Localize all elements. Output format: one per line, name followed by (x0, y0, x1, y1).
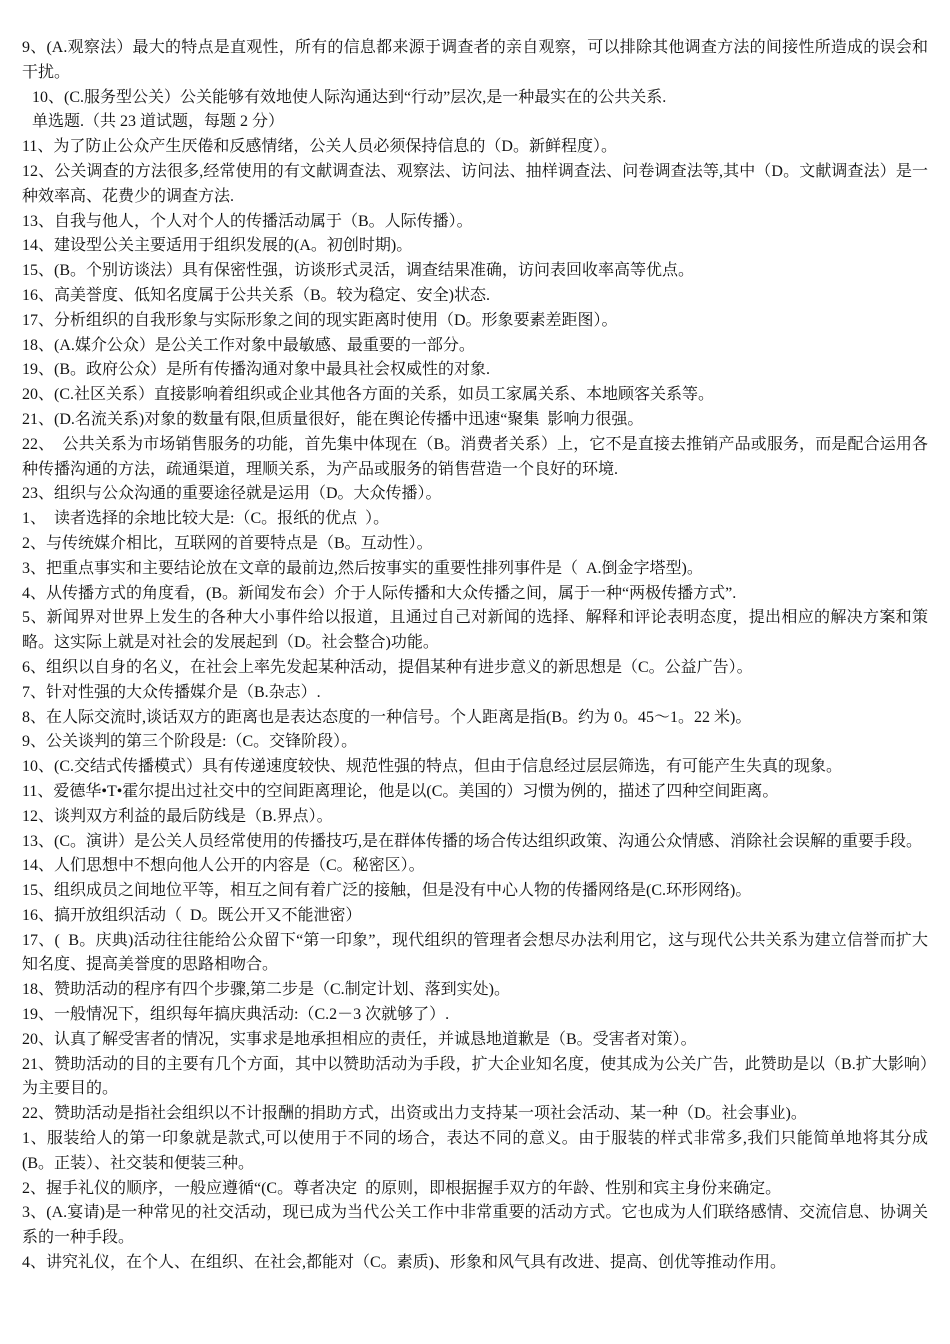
question-item: 4、讲究礼仪，在个人、在组织、在社会,都能对（C。素质)、形象和风气具有改进、提高、创优等推动作用。 (22, 1254, 787, 1272)
question-item: 3、把重点事实和主要结论放在文章的最前边,然后按事实的重要性排列事件是（ A.倒金字塔型)。 (22, 559, 703, 577)
question-item: 1、服装给人的第一印象就是款式,可以使用于不同的场合，表达不同的意义。由于服装的样式非常多,我们只能简单地将其分成(B。正装）、社交装和便装三种。 (22, 1130, 928, 1172)
question-item: 10、(C.交结式传播模式）具有传递速度较快、规范性强的特点，但由于信息经过层层筛选，有可能产生失真的现象。 (22, 758, 843, 776)
question-item: 19、一般情况下，组织每年搞庆典活动:（C.2－3 次就够了）. (22, 1006, 450, 1024)
question-item: 18、(A.媒介公众）是公关工作对象中最敏感、最重要的一部分。 (22, 336, 475, 354)
question-item: 12、谈判双方利益的最后防线是（B.界点）。 (22, 807, 333, 825)
question-item: 12、公关调查的方法很多,经常使用的有文献调查法、观察法、访问法、抽样调查法、问卷调查法等,其中（D。文献调查法）是一种效率高、花费少的调查方法. (22, 162, 928, 205)
question-item: 2、与传统媒介相比，互联网的首要特点是（B。互动性）。 (22, 534, 433, 552)
question-item: 22、赞助活动是指社会组织以不计报酬的捐助方式，出资或出力支持某一项社会活动、某一种（D。社会事业)。 (22, 1105, 807, 1123)
question-item: 15、组织成员之间地位平等，相互之间有着广泛的接触，但是没有中心人物的传播网络是(C.环形网络)。 (22, 882, 752, 900)
question-item: 10、(C.服务型公关）公关能够有效地使人际沟通达到“行动”层次,是一种最实在的公共关系. (32, 88, 667, 106)
question-item: 16、高美誉度、低知名度属于公共关系（B。较为稳定、安全)状态. (22, 286, 491, 304)
question-item: 13、自我与他人，个人对个人的传播活动属于（B。人际传播）。 (22, 212, 473, 230)
question-item: 14、建设型公关主要适用于组织发展的(A。初创时期)。 (22, 237, 413, 255)
question-item: 16、搞开放组织活动（ D。既公开又不能泄密） (22, 906, 362, 924)
question-item: 21、(D.名流关系)对象的数量有限,但质量很好，能在舆论传播中迅速“聚集 影响力很强。 (22, 410, 644, 428)
question-item: 15、(B。个别访谈法）具有保密性强，访谈形式灵活，调查结果准确，访问表回收率高等优点。 (22, 262, 695, 280)
question-item: 9、公关谈判的第三个阶段是:（C。交锋阶段）。 (22, 733, 358, 751)
question-item: 13、(C。演讲）是公关人员经常使用的传播技巧,是在群体传播的场合传达组织政策、沟通公众情感、消除社会误解的重要手段。 (22, 832, 923, 850)
question-item: 17、( B。庆典)活动往往能给公众留下“第一印象”，现代组织的管理者会想尽办法利用它，这与现代公共关系为建立信誉而扩大知名度、提高美誉度的思路相吻合。 (22, 931, 928, 974)
question-item: 18、赞助活动的程序有四个步骤,第二步是（C.制定计划、落到实处)。 (22, 981, 511, 999)
question-item: 1、 读者选择的余地比较大是:（C。报纸的优点 ）。 (22, 510, 390, 528)
question-item: 19、(B。政府公众）是所有传播沟通对象中最具社会权威性的对象. (22, 361, 491, 379)
question-item: 6、组织以自身的名义，在社会上率先发起某种活动，提倡某种有进步意义的新思想是（C。公益广告）。 (22, 658, 753, 676)
question-item: 11、爱德华•T•霍尔提出过社交中的空间距离理论，他是以(C。美国的）习惯为例的，描述了四种空间距离。 (22, 782, 779, 800)
question-item: 4、从传播方式的角度看，(B。新闻发布会）介于人际传播和大众传播之间，属于一种“两极传播方式”. (22, 584, 737, 602)
question-item: 5、新闻界对世界上发生的各种大小事件给以报道，且通过自己对新闻的选择、解释和评论表明态度，提出相应的解决方案和策略。这实际上就是对社会的发展起到（D。社会整合)功能。 (22, 609, 928, 652)
question-item: 20、认真了解受害者的情况，实事求是地承担相应的责任，并诚恳地道歉是（B。受害者对策）。 (22, 1030, 697, 1048)
question-item: 20、(C.社区关系）直接影响着组织或企业其他各方面的关系，如员工家属关系、本地顾客关系等。 (22, 386, 715, 404)
question-item: 2、握手礼仪的顺序，一般应遵循“(C。尊者决定 的原则，即根据握手双方的年龄、性别和宾主身份来确定。 (22, 1179, 782, 1197)
question-item: 23、组织与公众沟通的重要途径就是运用（D。大众传播）。 (22, 485, 442, 503)
question-item: 8、在人际交流时,谈话双方的距离也是表达态度的一种信号。个人距离是指(B。约为 0。45～1。22 米)。 (22, 708, 752, 726)
question-item: 22、 公共关系为市场销售服务的功能，首先集中体现在（B。消费者关系）上，它不是直接去推销产品或服务，而是配合运用各种传播沟通的方法，疏通渠道，理顺关系，为产品或服务的销售营造一个良好的环境. (22, 435, 928, 478)
question-item: 7、针对性强的大众传播媒介是（B.杂志）. (22, 683, 321, 701)
question-item: 14、人们思想中不想向他人公开的内容是（C。秘密区）。 (22, 857, 425, 875)
question-item: 11、为了防止公众产生厌倦和反感情绪，公关人员必须保持信息的（D。新鲜程度）。 (22, 138, 617, 156)
question-item: 9、(A.观察法）最大的特点是直观性，所有的信息都来源于调查者的亲自观察，可以排除其他调查方法的间接性所造成的误会和干扰。 (22, 39, 928, 81)
question-item: 21、赞助活动的目的主要有几个方面，其中以赞助活动为手段，扩大企业知名度，使其成为公关广告，此赞助是以（B.扩大影响）为主要目的。 (22, 1055, 928, 1098)
question-item: 3、(A.宴请)是一种常见的社交活动，现已成为当代公关工作中非常重要的活动方式。它也成为人们联络感情、交流信息、协调关系的一种手段。 (22, 1204, 928, 1247)
question-item: 17、分析组织的自我形象与实际形象之间的现实距离时使用（D。形象要素差距图）。 (22, 311, 618, 329)
section-heading: 单选题.（共 23 道试题，每题 2 分） (32, 113, 285, 131)
